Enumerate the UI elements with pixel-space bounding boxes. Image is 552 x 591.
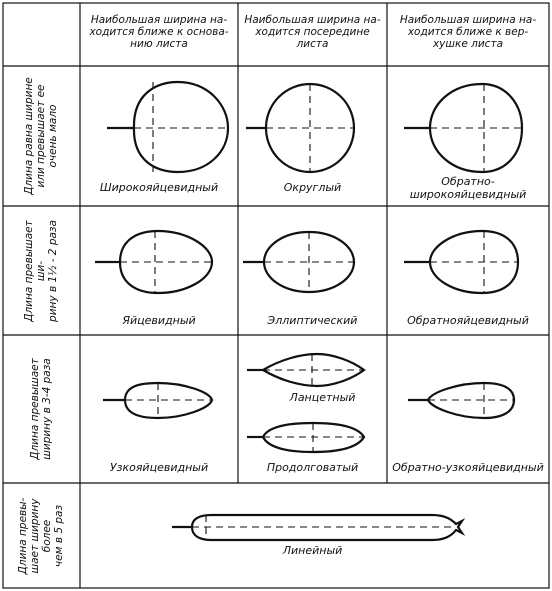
caption-obovate: Обратнояйцевидный bbox=[407, 314, 529, 327]
leaf-narrow-obovate bbox=[408, 383, 514, 418]
row-header-over-5: Длина превы- шает ширину более чем в 5 раз bbox=[17, 497, 65, 575]
caption-wide-ovate: Широкояйцевидный bbox=[99, 181, 219, 194]
leaf-narrow-ovate bbox=[103, 383, 212, 418]
caption-round: Округлый bbox=[283, 181, 342, 194]
leaf-round bbox=[246, 84, 354, 172]
table-grid bbox=[3, 3, 549, 588]
caption-lanceolate: Ланцетный bbox=[289, 391, 356, 404]
caption-linear: Линейный bbox=[282, 544, 343, 557]
row-header-equal: Длина равна ширине или превышает ее очень мало bbox=[23, 77, 59, 195]
row-header-3-4: Длина превышает ширину в 3-4 раза bbox=[29, 358, 53, 460]
column-header-middle: Наибольшая ширина на- ходится посередине листа bbox=[244, 14, 381, 50]
column-header-base: Наибольшая ширина на- ходится ближе к основа- нию листа bbox=[89, 14, 229, 50]
leaf-ovate bbox=[95, 231, 212, 293]
column-header-tip: Наибольшая ширина на- ходится ближе к вер- хушке листа bbox=[399, 14, 537, 50]
leaf-wide-ovate bbox=[107, 82, 228, 172]
leaf-wide-obovate bbox=[404, 84, 522, 172]
leaf-obovate bbox=[404, 231, 518, 293]
leaf-linear bbox=[172, 515, 462, 540]
leaf-elliptic bbox=[243, 232, 354, 292]
caption-narrow-obovate: Обратно-узкояйцевидный bbox=[392, 461, 544, 474]
caption-ovate: Яйцевидный bbox=[122, 314, 196, 327]
leaf-lanceolate bbox=[247, 354, 364, 386]
table-border bbox=[3, 3, 549, 588]
caption-elliptic: Эллиптический bbox=[267, 314, 358, 327]
caption-oblong: Продолговатый bbox=[266, 461, 359, 474]
leaf-oblong bbox=[247, 423, 364, 452]
caption-narrow-ovate: Узкояйцевидный bbox=[109, 461, 209, 474]
row-header-1-5-2: Длина превышает ши- рину в 1½ - 2 раза bbox=[23, 220, 59, 322]
caption-wide-obovate: Обратно- широкояйцевидный bbox=[409, 175, 527, 201]
